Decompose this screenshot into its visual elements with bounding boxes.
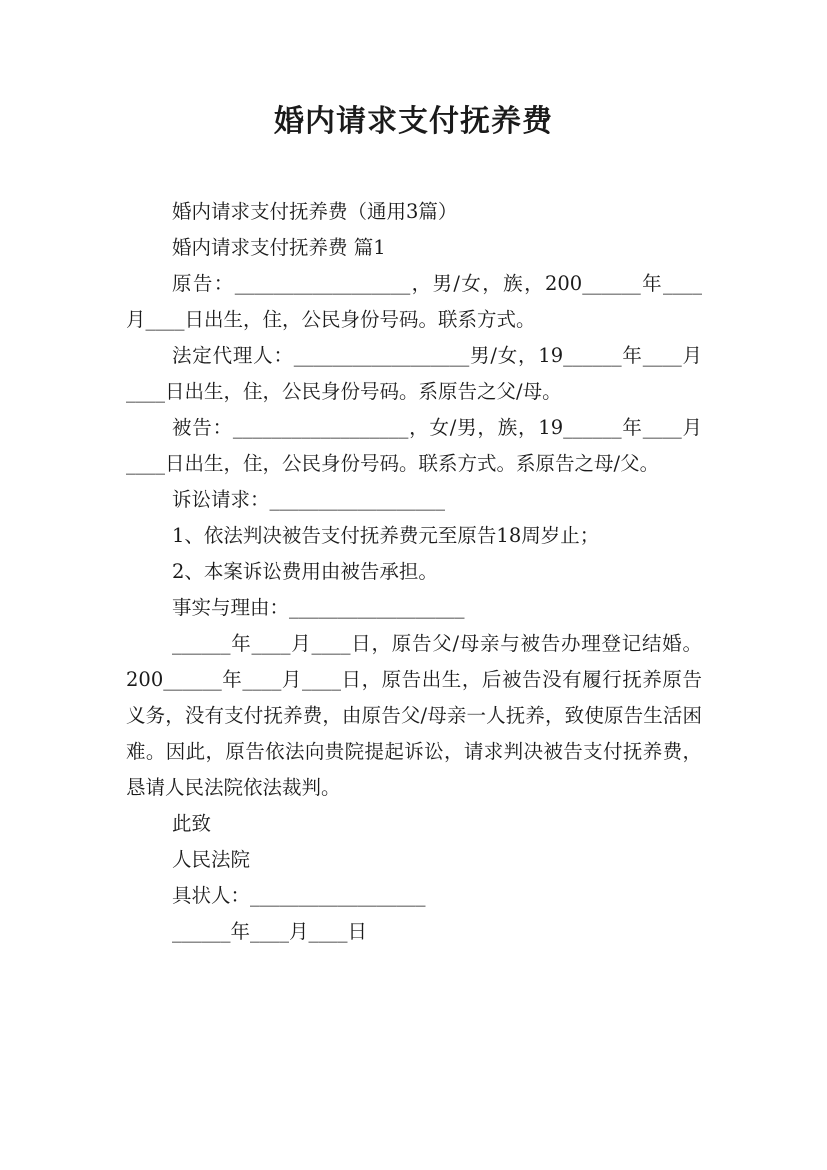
plaintiff-info: 原告：__________________，男/女，族，200______年____月____日出生，住，公民身份号码。联系方式。 bbox=[126, 272, 702, 331]
closing-salutation: 此致 bbox=[172, 812, 212, 835]
document-title: 婚内请求支付抚养费 bbox=[274, 104, 553, 139]
petitioner-signature: 具状人：__________________ bbox=[172, 884, 426, 907]
subtitle-collection: 婚内请求支付抚养费（通用3篇） bbox=[172, 200, 458, 223]
claims-heading: 诉讼请求：__________________ bbox=[172, 488, 446, 511]
signature-date: ______年____月____日 bbox=[172, 920, 368, 943]
defendant-info: 被告：__________________，女/男，族，19______年____月____日出生，住，公民身份号码。联系方式。系原告之母/父。 bbox=[126, 416, 702, 475]
court-addressee: 人民法院 bbox=[172, 848, 251, 871]
facts-heading: 事实与理由：__________________ bbox=[172, 596, 465, 619]
claim-item-1: 1、依法判决被告支付抚养费元至原告18周岁止； bbox=[172, 524, 600, 547]
facts-body: ______年____月____日，原告父/母亲与被告办理登记结婚。200______年____月____日，原告出生，后被告没有履行抚养原告义务，没有支付抚养费，由原告父/母亲一人抚养，致使原告生活困难。因此，原告依法向贵院提起诉讼，请求判决被告支付抚养费，恳请人民法院依法裁判。 bbox=[126, 632, 702, 799]
document-body bbox=[126, 194, 702, 950]
subtitle-article-1: 婚内请求支付抚养费 篇1 bbox=[172, 236, 386, 259]
legal-representative-info: 法定代理人：__________________男/女，19______年____月____日出生，住，公民身份号码。系原告之父/母。 bbox=[126, 344, 702, 403]
claim-item-2: 2、本案诉讼费用由被告承担。 bbox=[172, 560, 438, 583]
